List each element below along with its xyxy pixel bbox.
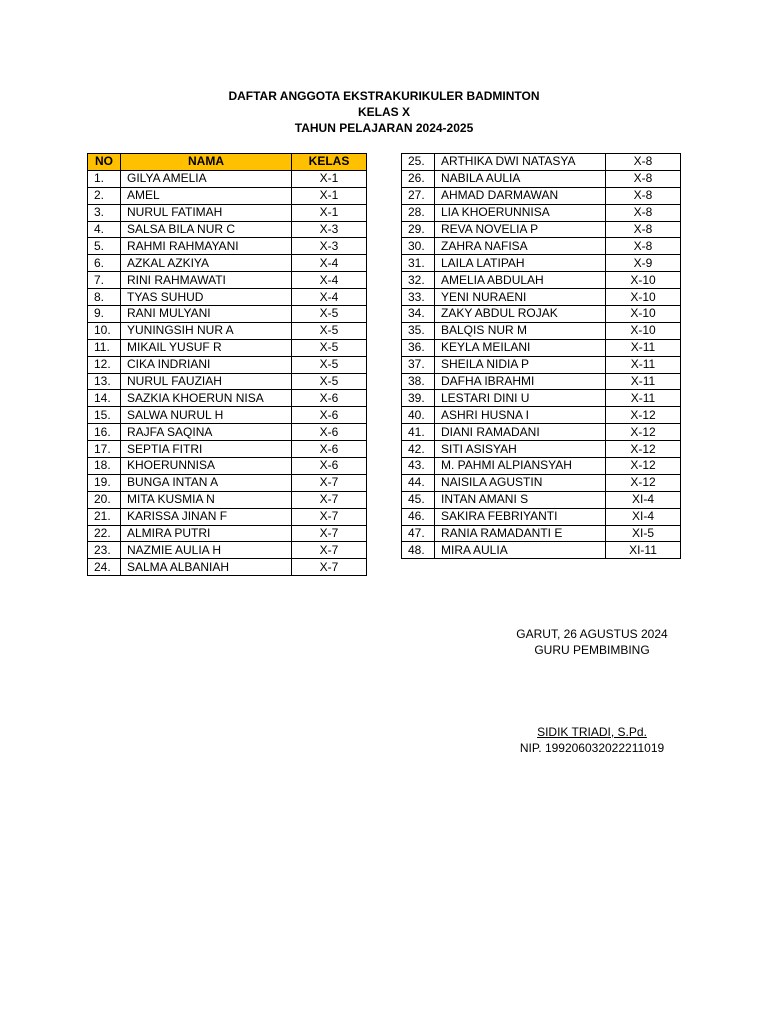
- table-row: [88, 339, 367, 356]
- table-row: [88, 187, 367, 204]
- members-table-right: [401, 153, 681, 559]
- row-kelas: X-5: [292, 306, 367, 323]
- row-no: 38.: [402, 373, 435, 390]
- row-nama: RAJFA SAQINA: [121, 424, 292, 441]
- row-kelas: X-4: [292, 255, 367, 272]
- table-row: [88, 255, 367, 272]
- row-kelas: X-1: [292, 187, 367, 204]
- document-subtitle-class: KELAS X: [357, 105, 410, 119]
- row-kelas: X-7: [292, 491, 367, 508]
- document-subtitle-year: TAHUN PELAJARAN 2024-2025: [294, 121, 474, 135]
- row-nama: ZAKY ABDUL ROJAK: [435, 306, 606, 323]
- table-row: [88, 491, 367, 508]
- row-kelas: XI-11: [606, 542, 681, 559]
- row-no: 7.: [88, 272, 121, 289]
- row-nama: AMELIA ABDULAH: [435, 272, 606, 289]
- row-nama: ALMIRA PUTRI: [121, 525, 292, 542]
- row-kelas: X-7: [292, 508, 367, 525]
- table-row: [88, 424, 367, 441]
- table-row: [88, 390, 367, 407]
- signature-name: SIDIK TRIADI, S.Pd.: [537, 725, 647, 739]
- row-no: 23.: [88, 542, 121, 559]
- row-no: 9.: [88, 306, 121, 323]
- members-table-left: [87, 153, 367, 576]
- table-row: [402, 491, 681, 508]
- row-nama: MIRA AULIA: [435, 542, 606, 559]
- row-no: 16.: [88, 424, 121, 441]
- row-kelas: X-12: [606, 458, 681, 475]
- table-row: [88, 204, 367, 221]
- header-nama: NAMA: [121, 154, 292, 171]
- table-row: [88, 407, 367, 424]
- row-nama: AZKAL AZKIYA: [121, 255, 292, 272]
- table-row: [402, 322, 681, 339]
- row-kelas: X-4: [292, 272, 367, 289]
- table-row: [402, 356, 681, 373]
- table-row: [402, 424, 681, 441]
- row-no: 20.: [88, 491, 121, 508]
- row-nama: BALQIS NUR M: [435, 322, 606, 339]
- row-no: 48.: [402, 542, 435, 559]
- row-no: 18.: [88, 458, 121, 475]
- row-nama: SEPTIA FITRI: [121, 441, 292, 458]
- row-kelas: X-8: [606, 170, 681, 187]
- row-no: 37.: [402, 356, 435, 373]
- row-no: 21.: [88, 508, 121, 525]
- table-row: [88, 272, 367, 289]
- table-row: [402, 407, 681, 424]
- row-no: 31.: [402, 255, 435, 272]
- row-kelas: X-11: [606, 373, 681, 390]
- table-header-row: [88, 154, 367, 171]
- row-no: 11.: [88, 339, 121, 356]
- row-no: 46.: [402, 508, 435, 525]
- row-nama: LESTARI DINI U: [435, 390, 606, 407]
- row-kelas: X-6: [292, 441, 367, 458]
- row-no: 4.: [88, 221, 121, 238]
- row-kelas: X-8: [606, 187, 681, 204]
- row-nama: KHOERUNNISA: [121, 458, 292, 475]
- row-kelas: X-11: [606, 356, 681, 373]
- row-kelas: XI-4: [606, 508, 681, 525]
- table-row: [402, 458, 681, 475]
- row-nama: TYAS SUHUD: [121, 289, 292, 306]
- row-no: 25.: [402, 154, 435, 171]
- row-kelas: X-8: [606, 221, 681, 238]
- row-nama: RAHMI RAHMAYANI: [121, 238, 292, 255]
- header-no: NO: [88, 154, 121, 171]
- row-kelas: X-6: [292, 407, 367, 424]
- table-row: [402, 390, 681, 407]
- table-row: [88, 525, 367, 542]
- row-kelas: X-1: [292, 204, 367, 221]
- row-nama: DAFHA IBRAHMI: [435, 373, 606, 390]
- row-kelas: X-3: [292, 238, 367, 255]
- row-nama: SAKIRA FEBRIYANTI: [435, 508, 606, 525]
- row-nama: SALMA ALBANIAH: [121, 559, 292, 576]
- table-row: [88, 221, 367, 238]
- row-nama: M. PAHMI ALPIANSYAH: [435, 458, 606, 475]
- row-kelas: X-8: [606, 238, 681, 255]
- row-nama: CIKA INDRIANI: [121, 356, 292, 373]
- row-nama: RINI RAHMAWATI: [121, 272, 292, 289]
- row-no: 42.: [402, 441, 435, 458]
- row-no: 22.: [88, 525, 121, 542]
- row-kelas: X-6: [292, 390, 367, 407]
- row-no: 30.: [402, 238, 435, 255]
- table-row: [402, 306, 681, 323]
- row-kelas: X-6: [292, 458, 367, 475]
- row-nama: BUNGA INTAN A: [121, 474, 292, 491]
- row-no: 28.: [402, 204, 435, 221]
- signature-nip: NIP. 199206032022211019: [519, 741, 665, 755]
- row-kelas: X-7: [292, 559, 367, 576]
- table-row: [88, 238, 367, 255]
- row-kelas: X-9: [606, 255, 681, 272]
- row-nama: LAILA LATIPAH: [435, 255, 606, 272]
- row-no: 1.: [88, 170, 121, 187]
- row-kelas: X-12: [606, 424, 681, 441]
- row-no: 5.: [88, 238, 121, 255]
- row-no: 29.: [402, 221, 435, 238]
- row-kelas: XI-5: [606, 525, 681, 542]
- table-row: [88, 508, 367, 525]
- row-no: 45.: [402, 491, 435, 508]
- row-nama: SALSA BILA NUR C: [121, 221, 292, 238]
- row-kelas: X-5: [292, 356, 367, 373]
- table-row: [402, 373, 681, 390]
- row-no: 47.: [402, 525, 435, 542]
- row-nama: RANI MULYANI: [121, 306, 292, 323]
- signature-place-date: GARUT, 26 AGUSTUS 2024: [516, 627, 668, 641]
- row-no: 36.: [402, 339, 435, 356]
- table-row: [402, 272, 681, 289]
- row-kelas: X-5: [292, 373, 367, 390]
- row-nama: MIKAIL YUSUF R: [121, 339, 292, 356]
- row-nama: NAZMIE AULIA H: [121, 542, 292, 559]
- row-kelas: X-7: [292, 474, 367, 491]
- row-kelas: X-3: [292, 221, 367, 238]
- row-no: 34.: [402, 306, 435, 323]
- row-kelas: X-12: [606, 407, 681, 424]
- row-no: 35.: [402, 322, 435, 339]
- row-nama: NAISILA AGUSTIN: [435, 474, 606, 491]
- row-kelas: X-7: [292, 542, 367, 559]
- row-nama: REVA NOVELIA P: [435, 221, 606, 238]
- row-nama: ARTHIKA DWI NATASYA: [435, 154, 606, 171]
- row-nama: YUNINGSIH NUR A: [121, 322, 292, 339]
- header-kelas: KELAS: [292, 154, 367, 171]
- row-no: 26.: [402, 170, 435, 187]
- row-kelas: X-8: [606, 154, 681, 171]
- row-no: 32.: [402, 272, 435, 289]
- row-kelas: X-5: [292, 322, 367, 339]
- table-row: [88, 322, 367, 339]
- row-nama: DIANI RAMADANI: [435, 424, 606, 441]
- row-nama: GILYA AMELIA: [121, 170, 292, 187]
- table-row: [88, 289, 367, 306]
- row-no: 27.: [402, 187, 435, 204]
- row-nama: KARISSA JINAN F: [121, 508, 292, 525]
- table-row: [402, 474, 681, 491]
- row-kelas: X-12: [606, 474, 681, 491]
- row-no: 40.: [402, 407, 435, 424]
- row-kelas: X-11: [606, 339, 681, 356]
- row-kelas: X-5: [292, 339, 367, 356]
- row-nama: SAZKIA KHOERUN NISA: [121, 390, 292, 407]
- table-row: [402, 339, 681, 356]
- table-row: [402, 170, 681, 187]
- table-row: [88, 542, 367, 559]
- row-kelas: X-11: [606, 390, 681, 407]
- table-row: [402, 154, 681, 171]
- table-row: [402, 187, 681, 204]
- row-no: 17.: [88, 441, 121, 458]
- table-row: [88, 373, 367, 390]
- row-no: 6.: [88, 255, 121, 272]
- row-nama: KEYLA MEILANI: [435, 339, 606, 356]
- row-no: 10.: [88, 322, 121, 339]
- table-row: [402, 255, 681, 272]
- row-kelas: X-8: [606, 204, 681, 221]
- row-nama: YENI NURAENI: [435, 289, 606, 306]
- table-row: [402, 441, 681, 458]
- table-row: [402, 238, 681, 255]
- table-row: [402, 508, 681, 525]
- row-nama: ZAHRA NAFISA: [435, 238, 606, 255]
- row-nama: SHEILA NIDIA P: [435, 356, 606, 373]
- row-no: 13.: [88, 373, 121, 390]
- row-nama: RANIA RAMADANTI E: [435, 525, 606, 542]
- table-row: [402, 542, 681, 559]
- row-no: 12.: [88, 356, 121, 373]
- row-no: 44.: [402, 474, 435, 491]
- row-kelas: X-12: [606, 441, 681, 458]
- signature-role: GURU PEMBIMBING: [534, 643, 650, 657]
- table-row: [402, 221, 681, 238]
- row-no: 15.: [88, 407, 121, 424]
- row-nama: ASHRI HUSNA I: [435, 407, 606, 424]
- row-nama: SITI ASISYAH: [435, 441, 606, 458]
- table-row: [88, 441, 367, 458]
- row-nama: SALWA NURUL H: [121, 407, 292, 424]
- table-row: [88, 356, 367, 373]
- row-no: 41.: [402, 424, 435, 441]
- table-row: [88, 306, 367, 323]
- row-kelas: X-10: [606, 289, 681, 306]
- row-nama: NURUL FATIMAH: [121, 204, 292, 221]
- row-nama: AMEL: [121, 187, 292, 204]
- table-row: [88, 474, 367, 491]
- row-no: 8.: [88, 289, 121, 306]
- table-row: [402, 289, 681, 306]
- row-kelas: XI-4: [606, 491, 681, 508]
- row-nama: NURUL FAUZIAH: [121, 373, 292, 390]
- row-kelas: X-6: [292, 424, 367, 441]
- row-no: 2.: [88, 187, 121, 204]
- row-no: 43.: [402, 458, 435, 475]
- row-kelas: X-10: [606, 306, 681, 323]
- row-nama: LIA KHOERUNNISA: [435, 204, 606, 221]
- row-kelas: X-10: [606, 272, 681, 289]
- row-kelas: X-10: [606, 322, 681, 339]
- row-kelas: X-1: [292, 170, 367, 187]
- row-no: 24.: [88, 559, 121, 576]
- table-row: [88, 559, 367, 576]
- row-nama: INTAN AMANI S: [435, 491, 606, 508]
- table-row: [402, 204, 681, 221]
- row-kelas: X-7: [292, 525, 367, 542]
- row-nama: AHMAD DARMAWAN: [435, 187, 606, 204]
- table-row: [88, 170, 367, 187]
- row-no: 19.: [88, 474, 121, 491]
- table-row: [402, 525, 681, 542]
- row-nama: MITA KUSMIA N: [121, 491, 292, 508]
- row-no: 14.: [88, 390, 121, 407]
- row-nama: NABILA AULIA: [435, 170, 606, 187]
- document-title: DAFTAR ANGGOTA EKSTRAKURIKULER BADMINTON: [228, 89, 540, 103]
- row-no: 33.: [402, 289, 435, 306]
- row-kelas: X-4: [292, 289, 367, 306]
- row-no: 3.: [88, 204, 121, 221]
- row-no: 39.: [402, 390, 435, 407]
- table-row: [88, 458, 367, 475]
